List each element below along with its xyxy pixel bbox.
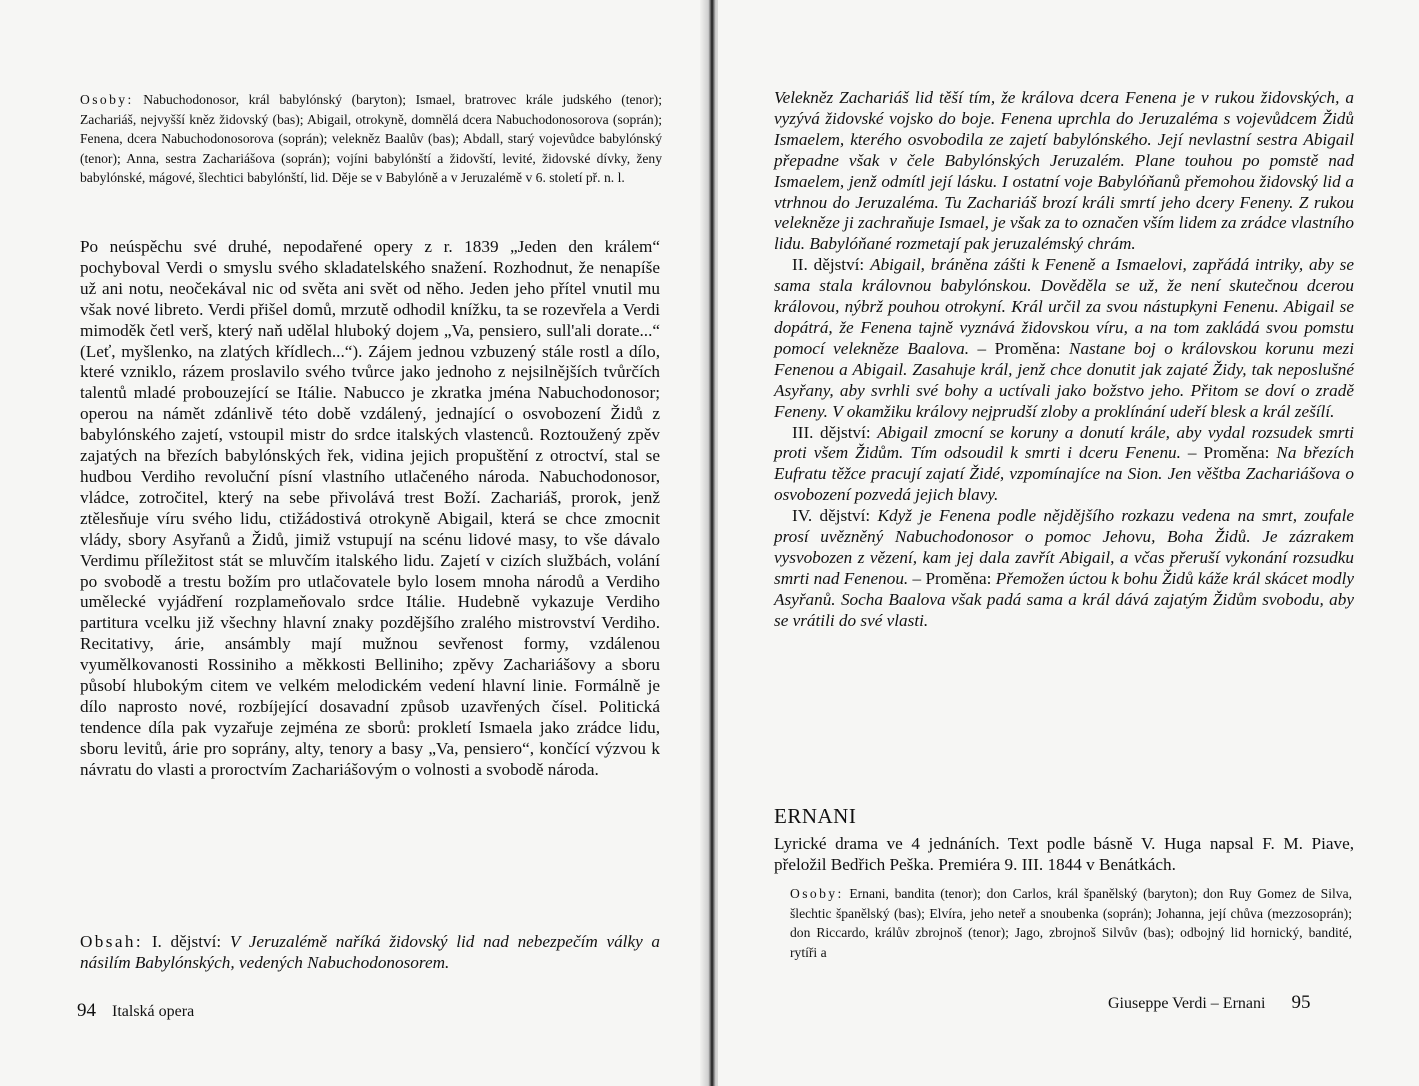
cast-list [80,90,662,188]
cast-text: Ernani, bandita (tenor); don Carlos, král španělský (baryton); don Ruy Gomez de Silva, šlechtic španělský (bas); Elvíra, jeho neteř a snoubenka (soprán); Johanna, její chůva (mezzosoprán); don Riccardo, králův zbrojnoš (tenor); Jago, zbrojnoš Silvův (bas); odbojný lid hornický, bandité, rytíři a [790,886,1352,960]
synopsis-text: Velekněz Zachariáš lid těší tím, že králova dcera Fenena je v rukou židovských, a vyzývá židovské vojsko do boje. Fenena uprchla do Jeruzaléma s vojevůdcem Židů Ismaelem, kterého osvobodila ze zajetí babylónského. Její nevlastní sestra Abigail přepadne však v čele Babylónských Jeruzalém. Plane touhou po pomstě nad Ismaelem, jenž odmítl její lásku. I ostatní voje Babylóňanů přemohou židovský lid a vtrhnou do Jeruzaléma. Tu Zachariáš brozí králi smrtí jeho dcery Feneny. Z rukou velekněze ji zachraňuje Ismael, je však za to označen vším lidem za zrádce vlastního lidu. Babylóňané rozmetají pak jeruzalémský chrám. [774,88,1354,254]
change-label: Proměna: [994,338,1061,358]
right-page [718,0,1419,1086]
synopsis-act-1 [774,88,1354,255]
right-folio [1108,992,1310,1014]
change-label: Proměna: [925,568,992,588]
running-title: Italská opera [112,1003,195,1020]
synopsis [774,88,1354,632]
change-text: Na březích Eufratu těžce pracují zajatí Židé, vzpomínajíce na Sion. Jen věštba Zachariášova o osvobození pozvedá jejich blavy. [774,443,1355,505]
synopsis-act-2: II. dějství: Abigail, bráněna zášti k Feneně a Ismaelovi, zapřádá intriky, aby se sama stala královnou babylónskou. Dověděla se už, že není skutečnou dcerou královou, nýbrž pouhou otrokyní. Král určil za svou nástupkyni Fenenu. Abigail se dopátrá, že Fenena tajně vyznává židovskou víru, a na tom zakládá svou pomstu pomocí velekněze Baalova. – Proměna: Nastane boj o královskou korunu mezi Fenenou a Abigail. Zasahuje král, jenž chce donutit jak zajaté Židy, tak neposlušné Asyřany, aby svrhli své bohy a uctívali jako božstvo jeho. Přitom se doví o zradě Feneny. V okamžiku královy nejprudší zloby a proklínání udeří blesk a král zešílí. [774,255,1354,421]
act-label: II. dějství: [792,255,865,275]
obsah-label: Obsah: [80,932,144,951]
page-number: 95 [1291,992,1311,1013]
act-label: III. dějství: [792,422,871,442]
page-number: 94 [77,1000,96,1021]
left-folio [77,1000,194,1022]
ernani-cast-list [790,884,1352,962]
synopsis-text: Abigail zmocní se koruny a donutí krále, aby vydal rozsudek smrti proti všem Židům. Tím odsoudil k smrti i dceru Fenenu. [774,422,1354,463]
act-label: IV. dějství: [792,506,871,526]
synopsis-act-3: III. dějství: Abigail zmocní se koruny a donutí krále, aby vydal rozsudek smrti proti všem Židům. Tím odsoudil k smrti i dceru Fenenu. – Proměna: Na březích Eufratu těžce pracují zajatí Židé, vzpomínajíce na Sion. Jen věštba Zachariášova o osvobození pozvedá jejich blavy. [774,422,1355,505]
opera-subtitle: Lyrické drama ve 4 jednáních. Text podle básně V. Huga napsal F. M. Piave, přeložil Bedřich Peška. Premiéra 9. III. 1844 v Benátkách. [774,834,1354,874]
main-paragraph: Po neúspěchu své druhé, nepodařené opery z r. 1839 „Jeden den králem“ pochyboval Verdi o smyslu svého skladatelského snažení. Rozhodnut, že nenapíše už ani notu, neočekával nic od světa ani svět od něho. Jeden jeho přítel vnutil mu však nové libreto. Verdi přišel domů, mrzutě odhodil knížku, ta se rozevřela a Verdi mimoděk četl verš, který naň udělal hluboký dojem „Va, pensiero, sull'ali dorate...“ (Leť, myšlenko, na zlatých křídlech...“). Zájem jednou vzbuzený stále rostl a dílo, které vzniklo, rázem proslavilo svého tvůrce jako jednoho z nejsilnějších tvůrčích talentů mladé probouzející se Itálie. Nabucco je zkratka jména Nabuchodonosor; operou na námět zdánlivě této době vzdálený, jednající o osvobození Židů z babylónského zajetí, vstoupil mistr do srdce italských vlastenců. Roztoužený zpěv zajatých na březích babylónských řek, vidina jejich propuštění z otroctví, stal se hudbou Verdiho revoluční písní vlastního utlačeného národa. Nabuchodonosor, vládce, zotročitel, který na sebe přivolává trest Boží. Zachariáš, prorok, jenž ztělesňuje víru svého lidu, ctižádostivá otrokyně Abigail, která se chce zmocnit vlády, sbory Asyřanů a Židů, jimiž vstupují na scénu lidové masy, to vše dávalo Verdimu příležitost stát se mluvčím italského lidu. Zajetí v cizích službách, volání po svobodě a trestu božím pro utlačovatele bylo losem mnoha národů a Verdiho umělecké vyjádření rozplameňovalo srdce Itálie. Hudebně vykazuje Verdiho partitura vcelku již všechny hlavní znaky pozdějšího zralého mistrovství Verdiho. Recitativy, árie, ansámbly mají mužnou sevřenost formy, vzdálenou vyumělkovanosti Rossiniho a měkkosti Belliniho; zpěvy Zachariášovy a sboru působí hlubokým citem ve velkém melodickém vedení hlavní linie. Formálně je dílo naprosto nové, rozbíjející dosavadní způsob uzavřených čísel. Politická tendence díla pak vyzařuje zejména ze sborů: prokletí Ismaela jako zrádce lidu, sboru levitů, árie pro soprány, alty, tenory a basy „Va, pensiero“, končící výzvou k návratu do vlasti a proroctvím Zachariášovým o volnosti a svobodě národa. [80,237,660,779]
left-page [0,0,706,1086]
obsah-act: I. dějství: [151,932,222,951]
cast-label: Osoby: [790,886,844,901]
opera-heading: ERNANI [774,804,857,828]
change-label: Proměna: [1203,443,1270,463]
obsah-text: V Jeruzalémě naříká židovský lid nad nebezpečím války a násilím Babylónských, vedených Nabuchodonosorem. [80,932,661,972]
synopsis-act-4: IV. dějství: Když je Fenena podle nějdějšího rozkazu vedena na smrt, zoufale prosí uvězněný Nabuchodonosor o pomoc Jehovu, Boha Židů. Je zázrakem vysvobozen z vězení, kam jej dala zavřít Abigail, a včas přeruší vykonání rozsudku smrti nad Fenenou. – Proměna: Přemožen úctou k bohu Židů káže král skácet modly Asyřanů. Socha Baalova však padá sama a král dává zajatým Židům svobodu, aby se vrátili do své vlasti. [774,506,1355,630]
main-text [80,237,660,781]
synopsis-text: Abigail, bráněna zášti k Feneně a Ismaelovi, zapřádá intriky, aby se sama stala královnou babylónskou. Dověděla se už, že není skutečnou dcerou královou, nýbrž pouhou otrokyní. Král určil za svou nástupkyni Fenenu. Abigail se dopátrá, že Fenena tajně vyznává židovskou víru, a na tom zakládá svou pomstu pomocí velekněze Baalova. [774,255,1354,358]
synopsis-text: Když je Fenena podle nějdějšího rozkazu vedena na smrt, zoufale prosí uvězněný Nabuchodonosor o pomoc Jehovu, Boha Židů. Je zázrakem vysvobozen z vězení, kam jej dala zavřít Abigail, a včas přeruší vykonání rozsudku smrti nad Fenenou. [774,506,1355,588]
obsah-section [80,932,660,974]
change-text: Nastane boj o královskou korunu mezi Fenenou a Abigail. Zasahuje král, jenž chce donutit jak zajaté Židy, tak neposlušné Asyřany, aby svrhli své bohy a uctívali jako božstvo jeho. Přitom se doví o zradě Feneny. V okamžiku královy nejprudší zloby a proklínání udeří blesk a král zešílí. [774,338,1354,421]
change-text: Přemožen úctou k bohu Židů káže král skácet modly Asyřanů. Socha Baalova však padá sama a král dává zajatým Židům svobodu, aby se vrátili do své vlasti. [774,568,1354,630]
running-title: Giuseppe Verdi – Ernani [1108,995,1266,1012]
cast-text: Nabuchodonosor, král babylónský (baryton); Ismael, bratrovec krále judského (tenor); Zachariáš, nejvyšší kněz židovský (bas); Abigail, otrokyně, domnělá dcera Nabuchodonosorova (soprán); Fenena, dcera Nabuchodonosorova (soprán); velekněz Baalův (bas); Abdall, starý vojevůdce babylónský (tenor); Anna, sestra Zachariášova (soprán); vojíni babylónští a židovští, levité, židovské dívky, ženy babylónské, mágové, šlechtici babylónští, lid. Děje se v Babylóně a v Jeruzalémě v 6. století př. n. l. [80,92,662,186]
cast-label: Osoby: [80,92,134,107]
